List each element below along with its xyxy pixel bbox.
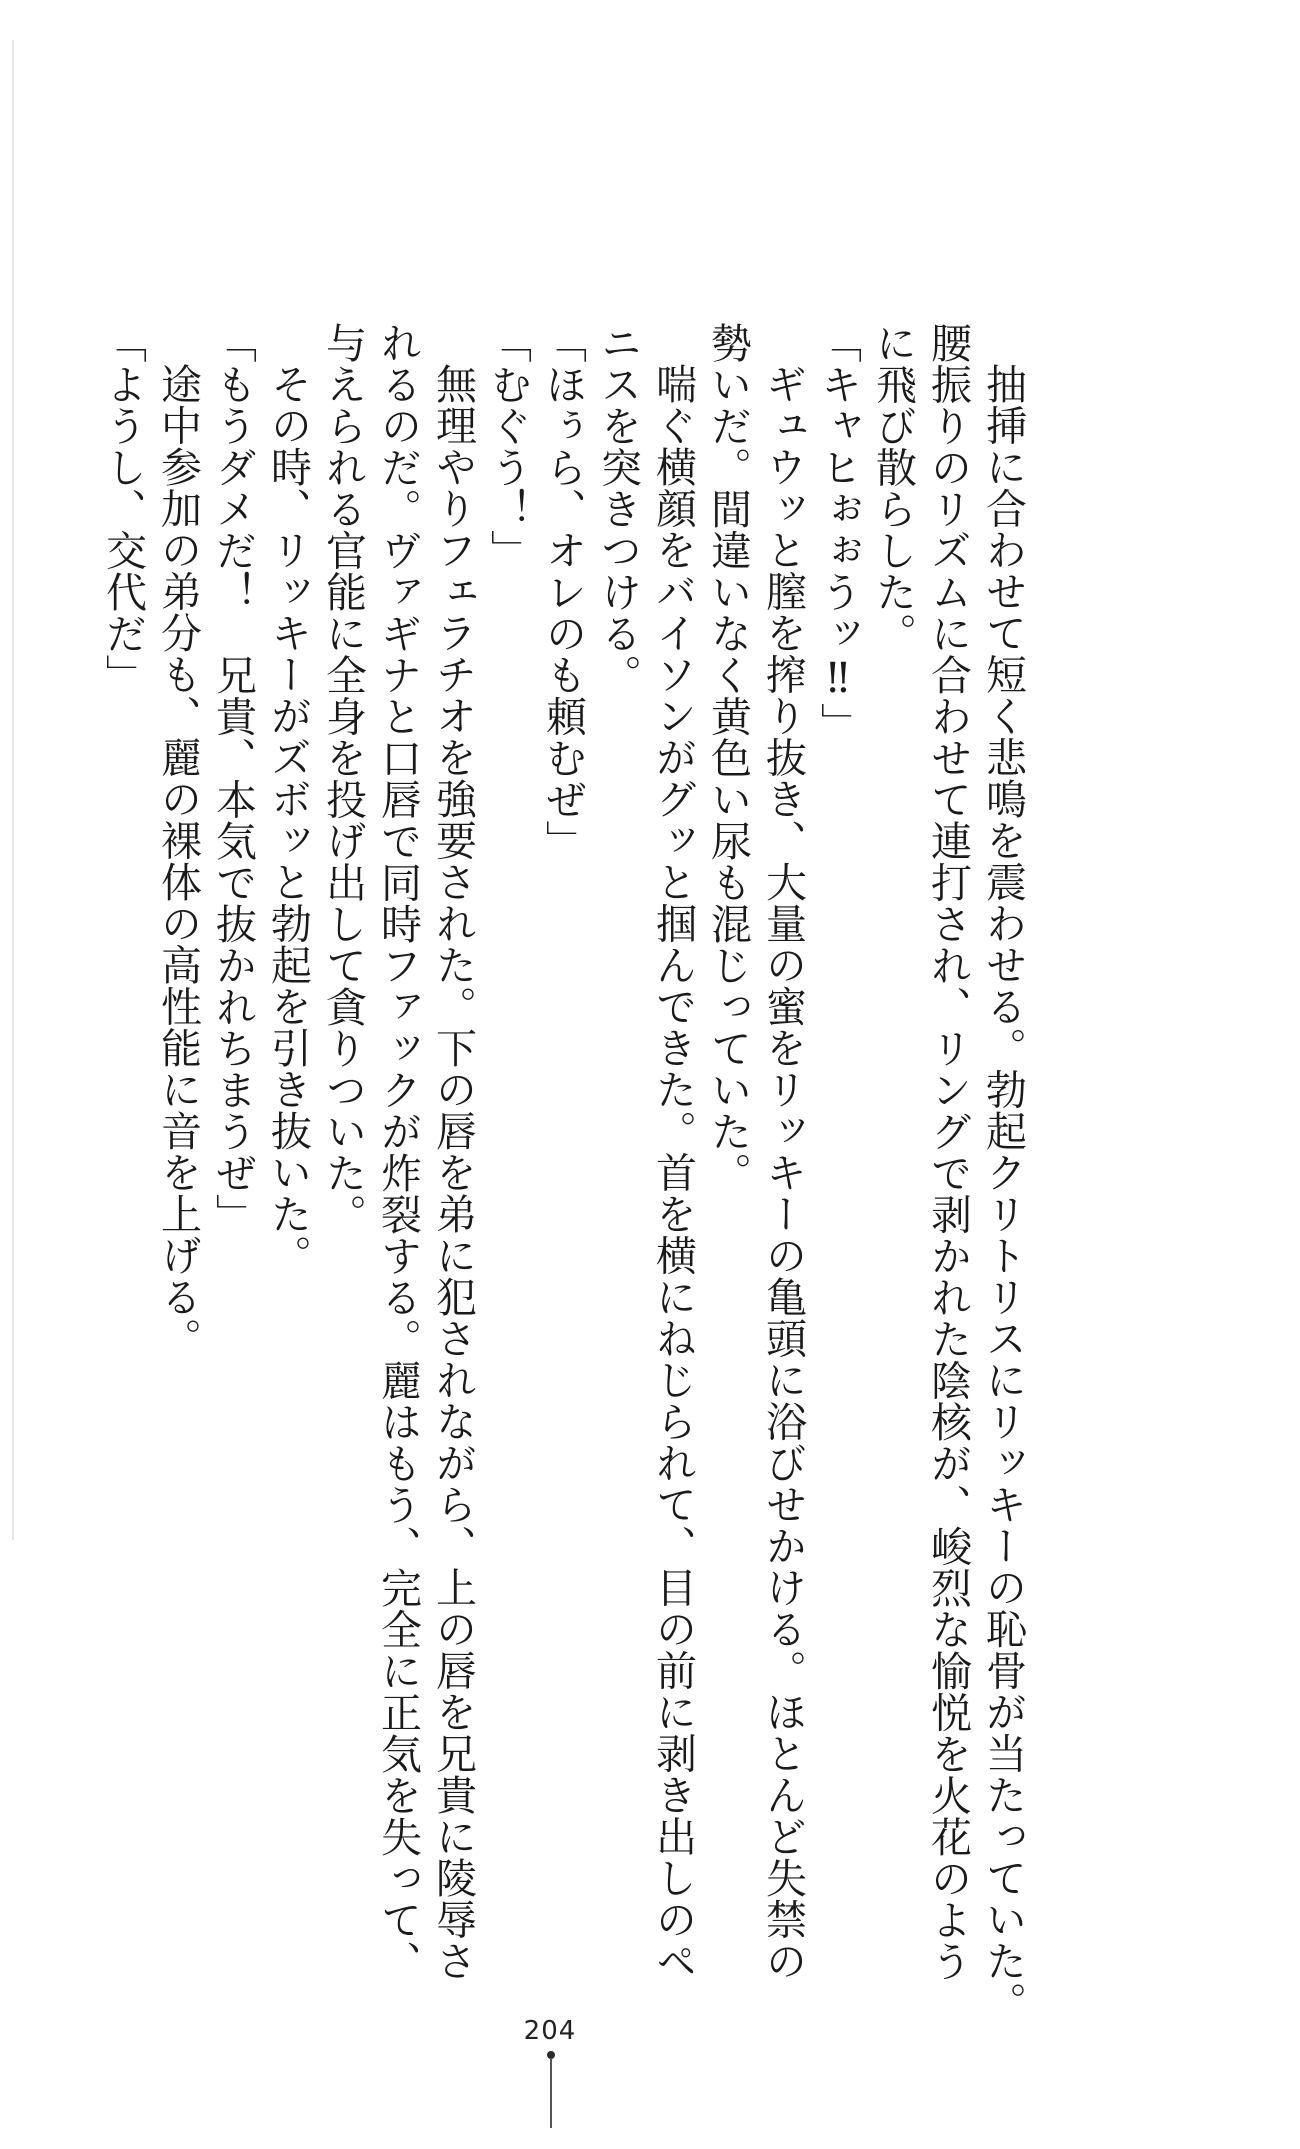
text-line: 勢いだ。間違いなく黄色い尿も混じっていた。 xyxy=(704,322,752,1194)
text-line: 「キャヒぉぉうッ‼」 xyxy=(814,322,862,744)
text-line: 抽挿に合わせて短く悲鳴を震わせる。勃起クリトリスにリッキーの恥骨が当たっていた。 xyxy=(979,363,1027,2023)
text-line: 「ほぅら、オレのも頼むぜ」 xyxy=(539,322,587,862)
text-line: れるのだ。ヴァギナと口唇で同時ファックが炸裂する。麗はもう、完全に正気を失って、 xyxy=(374,322,422,1982)
text-line: その時、リッキーがズボッと勃起を引き抜いた。 xyxy=(264,363,312,1276)
text-line: 途中参加の弟分も、麗の裸体の高性能に音を上げる。 xyxy=(154,363,202,1359)
text-line: ギュウッと膣を搾り抜き、大量の蜜をリッキーの亀頭に浴びせかける。ほとんど失禁の xyxy=(759,363,807,1982)
text-line: 「ようし、交代だ」 xyxy=(99,322,147,696)
text-line: 「もうダメだ！ 兄貴、本気で抜かれちまうぜ」 xyxy=(209,322,257,1235)
text-line: ニスを突きつける。 xyxy=(594,322,642,696)
text-line: 喘ぐ横顔をバイソンがグッと掴んできた。首を横にねじられて、目の前に剥き出しのペ xyxy=(649,363,697,1982)
text-line: 「むぐう！」 xyxy=(484,322,532,571)
bookmark-stem xyxy=(550,2058,552,2128)
text-line: 無理やりフェラチオを強要された。下の唇を弟に犯されながら、上の唇を兄貴に陵辱さ xyxy=(429,363,477,1982)
text-line: に飛び散らした。 xyxy=(869,322,917,654)
page-edge-shadow xyxy=(12,40,14,1540)
page-number: 204 xyxy=(523,2016,577,2046)
body-text xyxy=(95,322,1030,2023)
text-line: 与えられる官能に全身を投げ出して貪りついた。 xyxy=(319,322,367,1235)
text-line: 腰振りのリズムに合わせて連打され、リングで剥かれた陰核が、峻烈な愉悦を火花のよう xyxy=(924,322,972,1982)
